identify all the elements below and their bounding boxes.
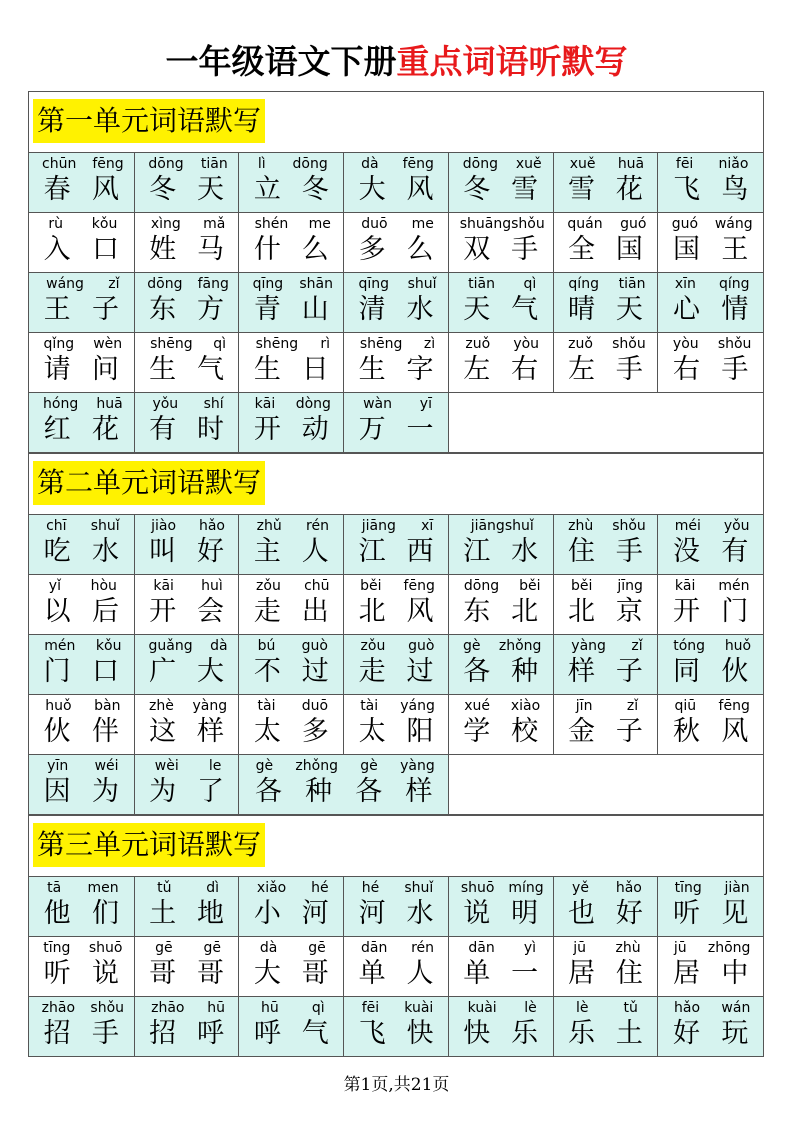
pinyin-text: tā men (47, 880, 119, 896)
word-row (29, 393, 763, 453)
title-red-part: 重点词语听默写 (396, 42, 628, 81)
hanzi-text: 他 们 (43, 898, 120, 929)
word-cell (29, 695, 135, 754)
hanzi-text: 不 过 (253, 656, 329, 687)
hanzi-text: 王 子 (43, 294, 120, 325)
hanzi-text: 为 了 (149, 776, 224, 807)
hanzi-text: 东 北 (463, 596, 539, 627)
word-cell (135, 575, 240, 634)
hanzi-text: 呼 气 (253, 1018, 329, 1049)
pinyin-text: chūn fēng (42, 156, 124, 172)
word-row (29, 635, 763, 695)
hanzi-text: 居 中 (672, 958, 749, 989)
word-row (29, 695, 763, 755)
hanzi-text: 立 冬 (253, 174, 329, 205)
word-cell (658, 515, 763, 574)
word-table (28, 91, 764, 1057)
pinyin-text: jiāng xī (361, 518, 434, 534)
hanzi-text: 东 方 (149, 294, 224, 325)
hanzi-text: 快 乐 (463, 1018, 539, 1049)
word-cell (554, 213, 659, 272)
word-cell (554, 273, 659, 332)
hanzi-text: 样 子 (568, 656, 643, 687)
pinyin-text: dōng xuě (462, 156, 542, 172)
hanzi-text: 这 样 (149, 716, 224, 747)
pinyin-text: xuě huā (569, 156, 645, 172)
hanzi-text: 叫 好 (149, 536, 224, 567)
pinyin-text: yàng zǐ (571, 638, 643, 654)
pinyin-text: dōng běi (463, 578, 541, 594)
hanzi-text: 说 明 (463, 898, 539, 929)
word-cell (554, 333, 659, 392)
hanzi-text: 学 校 (463, 716, 539, 747)
word-row (29, 213, 763, 273)
word-cell (344, 333, 449, 392)
pinyin-text: běi fēng (360, 578, 435, 594)
pinyin-text: yǒu shí (152, 396, 224, 412)
word-row (29, 937, 763, 997)
pinyin-text: shēng zì (359, 336, 436, 352)
pinyin-text: hū qì (260, 1000, 325, 1016)
hanzi-text: 右 手 (672, 354, 749, 385)
word-cell (554, 937, 659, 996)
unit-section (28, 815, 764, 1057)
word-cell (29, 997, 135, 1056)
hanzi-text: 北 风 (358, 596, 434, 627)
pinyin-text: fēi niǎo (675, 156, 749, 172)
hanzi-text: 左 右 (463, 354, 539, 385)
word-cell (239, 997, 344, 1056)
pinyin-text: dà fēng (361, 156, 434, 172)
hanzi-text: 听 说 (43, 958, 120, 989)
pinyin-text: zuǒ yòu (465, 336, 540, 352)
unit-title: 第三单元词语默写 (33, 823, 265, 867)
pinyin-text: zǒu guò (360, 638, 435, 654)
pinyin-text: dōng tiān (148, 156, 228, 172)
pinyin-text: chī shuǐ (46, 518, 120, 534)
word-cell (239, 695, 344, 754)
word-cell (135, 755, 240, 814)
hanzi-text: 双 手 (463, 234, 539, 265)
word-cell (135, 273, 240, 332)
pinyin-text: jiāngshuǐ (470, 518, 534, 534)
empty-cell (449, 755, 763, 814)
hanzi-text: 同 伙 (672, 656, 749, 687)
hanzi-text: 姓 马 (149, 234, 224, 265)
page-title (0, 40, 793, 84)
word-row (29, 515, 763, 575)
word-cell (658, 575, 763, 634)
word-cell (135, 213, 240, 272)
pinyin-text: yīn wéi (47, 758, 119, 774)
word-cell (29, 333, 135, 392)
word-cell (344, 635, 449, 694)
word-cell (239, 273, 344, 332)
hanzi-text: 开 会 (149, 596, 224, 627)
unit-section (28, 453, 764, 815)
word-cell (29, 755, 135, 814)
unit-section (28, 91, 764, 453)
hanzi-text: 太 多 (253, 716, 329, 747)
hanzi-text: 江 水 (463, 536, 539, 567)
word-cell (449, 937, 554, 996)
hanzi-text: 听 见 (672, 898, 749, 929)
word-cell (658, 997, 763, 1056)
word-cell (344, 695, 449, 754)
pinyin-text: shuō míng (460, 880, 544, 896)
pinyin-text: kāi dòng (254, 396, 331, 412)
hanzi-text: 哥 哥 (149, 958, 224, 989)
hanzi-text: 什 么 (253, 234, 329, 265)
hanzi-text: 生 日 (253, 354, 329, 385)
pinyin-text: guǎng dà (148, 638, 228, 654)
word-cell (658, 213, 763, 272)
word-cell (344, 153, 449, 212)
hanzi-text: 开 门 (672, 596, 749, 627)
word-cell (344, 515, 449, 574)
pinyin-text: hǎo wán (674, 1000, 751, 1016)
pinyin-text: huǒ bàn (45, 698, 121, 714)
hanzi-text: 好 玩 (672, 1018, 749, 1049)
hanzi-text: 飞 快 (358, 1018, 434, 1049)
pinyin-text: xiǎo hé (256, 880, 329, 896)
word-cell (239, 755, 448, 814)
pinyin-text: běi jīng (571, 578, 643, 594)
pinyin-text: tiān qì (468, 276, 537, 292)
title-black-part: 一年级语文下册 (165, 42, 397, 81)
hanzi-text: 开 动 (253, 414, 329, 445)
pinyin-text: zuǒ shǒu (568, 336, 646, 352)
pinyin-text: duō me (361, 216, 434, 232)
word-cell (239, 575, 344, 634)
hanzi-text: 江 西 (358, 536, 434, 567)
word-cell (29, 575, 135, 634)
word-cell (554, 575, 659, 634)
word-cell (658, 937, 763, 996)
word-cell (658, 635, 763, 694)
word-cell (239, 153, 344, 212)
pinyin-text: kāi huì (153, 578, 223, 594)
hanzi-text: 以 后 (43, 596, 120, 627)
pinyin-text: rù kǒu (48, 216, 118, 232)
pinyin-text: lì dōng (257, 156, 328, 172)
hanzi-text: 天 气 (463, 294, 539, 325)
word-cell (29, 393, 135, 452)
pinyin-text: jū zhōng (673, 940, 751, 956)
hanzi-text: 住 手 (568, 536, 643, 567)
pinyin-text: fēi kuài (361, 1000, 434, 1016)
hanzi-text: 土 地 (149, 898, 224, 929)
word-cell (344, 877, 449, 936)
word-cell (29, 213, 135, 272)
pinyin-text: jiào hǎo (151, 518, 225, 534)
hanzi-text: 北 京 (568, 596, 643, 627)
empty-cell (449, 393, 763, 452)
pinyin-text: gè zhǒng (463, 638, 542, 654)
word-row (29, 575, 763, 635)
pinyin-text: mén kǒu (44, 638, 122, 654)
word-cell (135, 695, 240, 754)
hanzi-text: 没 有 (672, 536, 749, 567)
hanzi-text: 请 问 (43, 354, 120, 385)
hanzi-text: 全 国 (568, 234, 643, 265)
pinyin-text: dān yì (468, 940, 537, 956)
word-cell (239, 937, 344, 996)
word-cell (29, 515, 135, 574)
word-cell (135, 937, 240, 996)
word-cell (135, 635, 240, 694)
hanzi-text: 各 种 各 样 (254, 776, 433, 807)
word-cell (554, 635, 659, 694)
pinyin-text: qiū fēng (674, 698, 750, 714)
word-cell (449, 877, 554, 936)
word-cell (449, 153, 554, 212)
pinyin-text: méi yǒu (674, 518, 750, 534)
word-cell (344, 997, 449, 1056)
hanzi-text: 秋 风 (672, 716, 749, 747)
hanzi-text: 冬 天 (149, 174, 224, 205)
word-cell (658, 695, 763, 754)
pinyin-text: qíng tiān (568, 276, 646, 292)
hanzi-text: 青 山 (253, 294, 329, 325)
pinyin-text: qīng shān (252, 276, 333, 292)
pinyin-text: gē gē (155, 940, 221, 956)
word-cell (554, 877, 659, 936)
hanzi-text: 招 呼 (149, 1018, 224, 1049)
word-cell (449, 997, 554, 1056)
pinyin-text: wáng zǐ (46, 276, 120, 292)
pinyin-text: yǐ hòu (48, 578, 117, 594)
word-cell (554, 153, 659, 212)
pinyin-text: yě hǎo (572, 880, 642, 896)
pinyin-text: wàn yī (363, 396, 432, 412)
hanzi-text: 乐 土 (568, 1018, 643, 1049)
unit-header (29, 816, 763, 877)
pinyin-text: tài duō (257, 698, 329, 714)
pinyin-text: shuāngshǒu (459, 216, 545, 232)
hanzi-text: 河 水 (358, 898, 434, 929)
hanzi-text: 广 大 (149, 656, 224, 687)
hanzi-text: 主 人 (253, 536, 329, 567)
word-cell (449, 333, 554, 392)
hanzi-text: 走 过 (358, 656, 434, 687)
pinyin-text: zǒu chū (256, 578, 330, 594)
pinyin-text: xīn qíng (674, 276, 750, 292)
hanzi-text: 入 口 (43, 234, 120, 265)
word-cell (449, 635, 554, 694)
pinyin-text: jīn zǐ (575, 698, 639, 714)
word-row (29, 755, 763, 815)
hanzi-text: 万 一 (358, 414, 434, 445)
word-cell (29, 877, 135, 936)
word-cell (135, 877, 240, 936)
hanzi-text: 冬 雪 (463, 174, 539, 205)
pinyin-text: shēng qì (150, 336, 227, 352)
hanzi-text: 雪 花 (568, 174, 643, 205)
unit-title: 第一单元词语默写 (33, 99, 265, 143)
hanzi-text: 小 河 (253, 898, 329, 929)
word-cell (344, 213, 449, 272)
word-cell (658, 333, 763, 392)
pinyin-text: zhè yàng (149, 698, 228, 714)
pinyin-text: zhǔ rén (256, 518, 329, 534)
pinyin-text: tóng huǒ (673, 638, 752, 654)
pinyin-text: quán guó (567, 216, 647, 232)
hanzi-text: 清 水 (358, 294, 434, 325)
pinyin-text: tài yáng (360, 698, 435, 714)
pinyin-text: tīng jiàn (674, 880, 750, 896)
hanzi-text: 各 种 (463, 656, 539, 687)
word-cell (29, 153, 135, 212)
word-row (29, 997, 763, 1057)
word-cell (29, 635, 135, 694)
hanzi-text: 晴 天 (568, 294, 643, 325)
hanzi-text: 生 字 (358, 354, 434, 385)
hanzi-text: 红 花 (43, 414, 120, 445)
pinyin-text: xué xiào (464, 698, 541, 714)
hanzi-text: 吃 水 (43, 536, 120, 567)
pinyin-text: tīng shuō (43, 940, 123, 956)
page-footer: 第1页,共21页 (343, 1075, 450, 1095)
word-cell (658, 273, 763, 332)
word-cell (135, 393, 240, 452)
hanzi-text: 单 一 (463, 958, 539, 989)
hanzi-text: 有 时 (149, 414, 224, 445)
pinyin-text: shēng rì (255, 336, 331, 352)
word-cell (239, 515, 344, 574)
pinyin-text: gè zhǒng gè yàng (255, 758, 435, 774)
word-cell (554, 997, 659, 1056)
word-cell (135, 333, 240, 392)
word-cell (344, 937, 449, 996)
pinyin-text: xìng mǎ (150, 216, 226, 232)
hanzi-text: 门 口 (43, 656, 120, 687)
word-cell (239, 635, 344, 694)
hanzi-text: 多 么 (358, 234, 434, 265)
pinyin-text: zhāo hū (151, 1000, 226, 1016)
word-cell (449, 273, 554, 332)
word-cell (29, 273, 135, 332)
word-cell (29, 937, 135, 996)
word-cell (554, 695, 659, 754)
word-cell (658, 153, 763, 212)
word-cell (135, 153, 240, 212)
pinyin-text: shén me (254, 216, 331, 232)
hanzi-text: 太 阳 (358, 716, 434, 747)
hanzi-text: 居 住 (568, 958, 643, 989)
word-row (29, 333, 763, 393)
pinyin-text: zhù shǒu (568, 518, 646, 534)
hanzi-text: 春 风 (43, 174, 120, 205)
hanzi-text: 伙 伴 (43, 716, 120, 747)
hanzi-text: 因 为 (43, 776, 120, 807)
hanzi-text: 国 王 (672, 234, 749, 265)
word-cell (449, 515, 554, 574)
word-cell (658, 877, 763, 936)
pinyin-text: yòu shǒu (672, 336, 752, 352)
pinyin-text: dōng fāng (147, 276, 229, 292)
pinyin-text: guó wáng (671, 216, 753, 232)
pinyin-text: bú guò (257, 638, 328, 654)
word-cell (239, 333, 344, 392)
unit-title: 第二单元词语默写 (33, 461, 265, 505)
word-cell (344, 273, 449, 332)
pinyin-text: kuài lè (467, 1000, 537, 1016)
hanzi-text: 招 手 (43, 1018, 120, 1049)
pinyin-text: kāi mén (674, 578, 750, 594)
hanzi-text: 心 情 (672, 294, 749, 325)
word-cell (449, 575, 554, 634)
hanzi-text: 左 手 (568, 354, 643, 385)
hanzi-text: 生 气 (149, 354, 224, 385)
word-row (29, 877, 763, 937)
unit-header (29, 454, 763, 515)
pinyin-text: qǐng wèn (43, 336, 123, 352)
pinyin-text: tǔ dì (157, 880, 220, 896)
hanzi-text: 单 人 (358, 958, 434, 989)
pinyin-text: hóng huā (43, 396, 123, 412)
hanzi-text: 大 哥 (253, 958, 329, 989)
pinyin-text: jū zhù (573, 940, 641, 956)
pinyin-text: wèi le (154, 758, 222, 774)
word-cell (135, 997, 240, 1056)
pinyin-text: zhāo shǒu (41, 1000, 125, 1016)
word-cell (135, 515, 240, 574)
word-cell (239, 393, 344, 452)
hanzi-text: 大 风 (358, 174, 434, 205)
hanzi-text: 飞 鸟 (672, 174, 749, 205)
word-row (29, 153, 763, 213)
word-cell (344, 575, 449, 634)
word-cell (554, 515, 659, 574)
word-row (29, 273, 763, 333)
pinyin-text: qīng shuǐ (358, 276, 437, 292)
hanzi-text: 金 子 (568, 716, 643, 747)
hanzi-text: 也 好 (568, 898, 643, 929)
word-cell (449, 695, 554, 754)
word-cell (344, 393, 449, 452)
hanzi-text: 走 出 (253, 596, 329, 627)
pinyin-text: hé shuǐ (361, 880, 434, 896)
pinyin-text: dān rén (361, 940, 435, 956)
word-cell (239, 877, 344, 936)
word-cell (239, 213, 344, 272)
word-cell (449, 213, 554, 272)
unit-header (29, 92, 763, 153)
pinyin-text: lè tǔ (576, 1000, 638, 1016)
pinyin-text: dà gē (259, 940, 326, 956)
